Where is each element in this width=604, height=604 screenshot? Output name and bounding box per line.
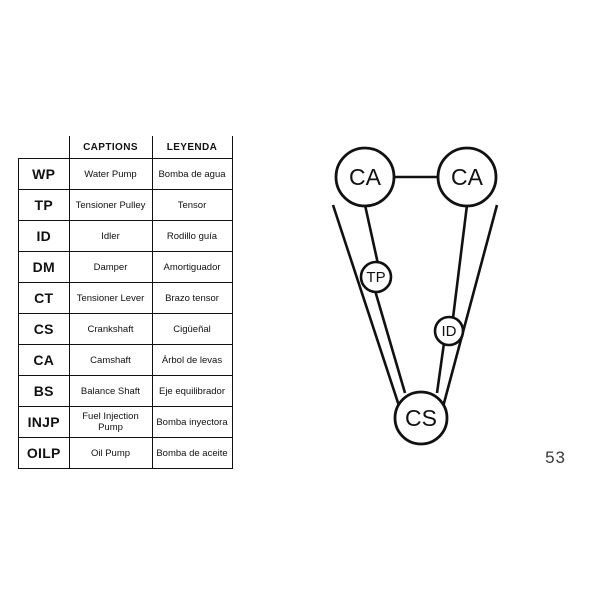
legend-term-es: Rodillo guía — [152, 221, 232, 252]
legend-term-en: Damper — [69, 252, 152, 283]
page-number: 53 — [545, 448, 566, 467]
table-row — [19, 283, 233, 314]
table-row — [19, 190, 233, 221]
pulley-label-tensioner: TP — [366, 268, 386, 286]
legend-term-es: Bomba inyectora — [152, 407, 232, 438]
legend-code: WP — [19, 159, 70, 190]
legend-term-en: Balance Shaft — [69, 376, 152, 407]
legend-code: TP — [19, 190, 70, 221]
pulley-label-idler: ID — [441, 322, 457, 340]
table-row — [19, 407, 233, 438]
legend-header-leyenda: LEYENDA — [152, 136, 232, 159]
legend-term-en: Crankshaft — [69, 314, 152, 345]
legend-term-es: Tensor — [152, 190, 232, 221]
belt-path — [333, 177, 497, 418]
legend-term-es: Eje equilibrador — [152, 376, 232, 407]
legend-term-es: Árbol de levas — [152, 345, 232, 376]
legend-term-es: Amortiguador — [152, 252, 232, 283]
legend-term-es: Brazo tensor — [152, 283, 232, 314]
table-row — [19, 438, 233, 469]
table-row — [19, 159, 233, 190]
pulley-label-crankshaft: CS — [405, 405, 437, 432]
legend-code: CA — [19, 345, 70, 376]
table-row — [19, 252, 233, 283]
legend-code: OILP — [19, 438, 70, 469]
belt-left-run — [333, 205, 403, 418]
table-row — [19, 221, 233, 252]
legend-code: DM — [19, 252, 70, 283]
pulley-label-camshaft-right: CA — [451, 164, 483, 191]
legend-code: INJP — [19, 407, 70, 438]
legend-code: CS — [19, 314, 70, 345]
legend-term-en: Fuel Injection Pump — [69, 407, 152, 438]
legend-term-es: Bomba de agua — [152, 159, 232, 190]
legend-term-en: Idler — [69, 221, 152, 252]
belt-inner-path — [365, 205, 467, 393]
legend-term-en: Tensioner Lever — [69, 283, 152, 314]
table-row — [19, 345, 233, 376]
table-row — [19, 376, 233, 407]
belt-inner-upper-left — [365, 205, 378, 264]
legend-term-es: Bomba de aceite — [152, 438, 232, 469]
timing-belt-diagram — [300, 120, 580, 460]
belt-inner-upper-right — [453, 205, 467, 318]
legend-header-captions: CAPTIONS — [69, 136, 152, 159]
belt-right-run — [440, 205, 497, 418]
legend-header-blank — [19, 136, 70, 159]
legend-code: ID — [19, 221, 70, 252]
belt-inner-lower-right — [437, 343, 444, 393]
legend-table — [18, 136, 233, 469]
legend-code: CT — [19, 283, 70, 314]
legend-term-en: Camshaft — [69, 345, 152, 376]
legend-term-en: Oil Pump — [69, 438, 152, 469]
pulley-label-camshaft-left: CA — [349, 164, 381, 191]
legend-term-es: Cigüeñal — [152, 314, 232, 345]
table-header-row — [19, 136, 233, 159]
legend-term-en: Tensioner Pulley — [69, 190, 152, 221]
legend-term-en: Water Pump — [69, 159, 152, 190]
legend-code: BS — [19, 376, 70, 407]
table-row — [19, 314, 233, 345]
